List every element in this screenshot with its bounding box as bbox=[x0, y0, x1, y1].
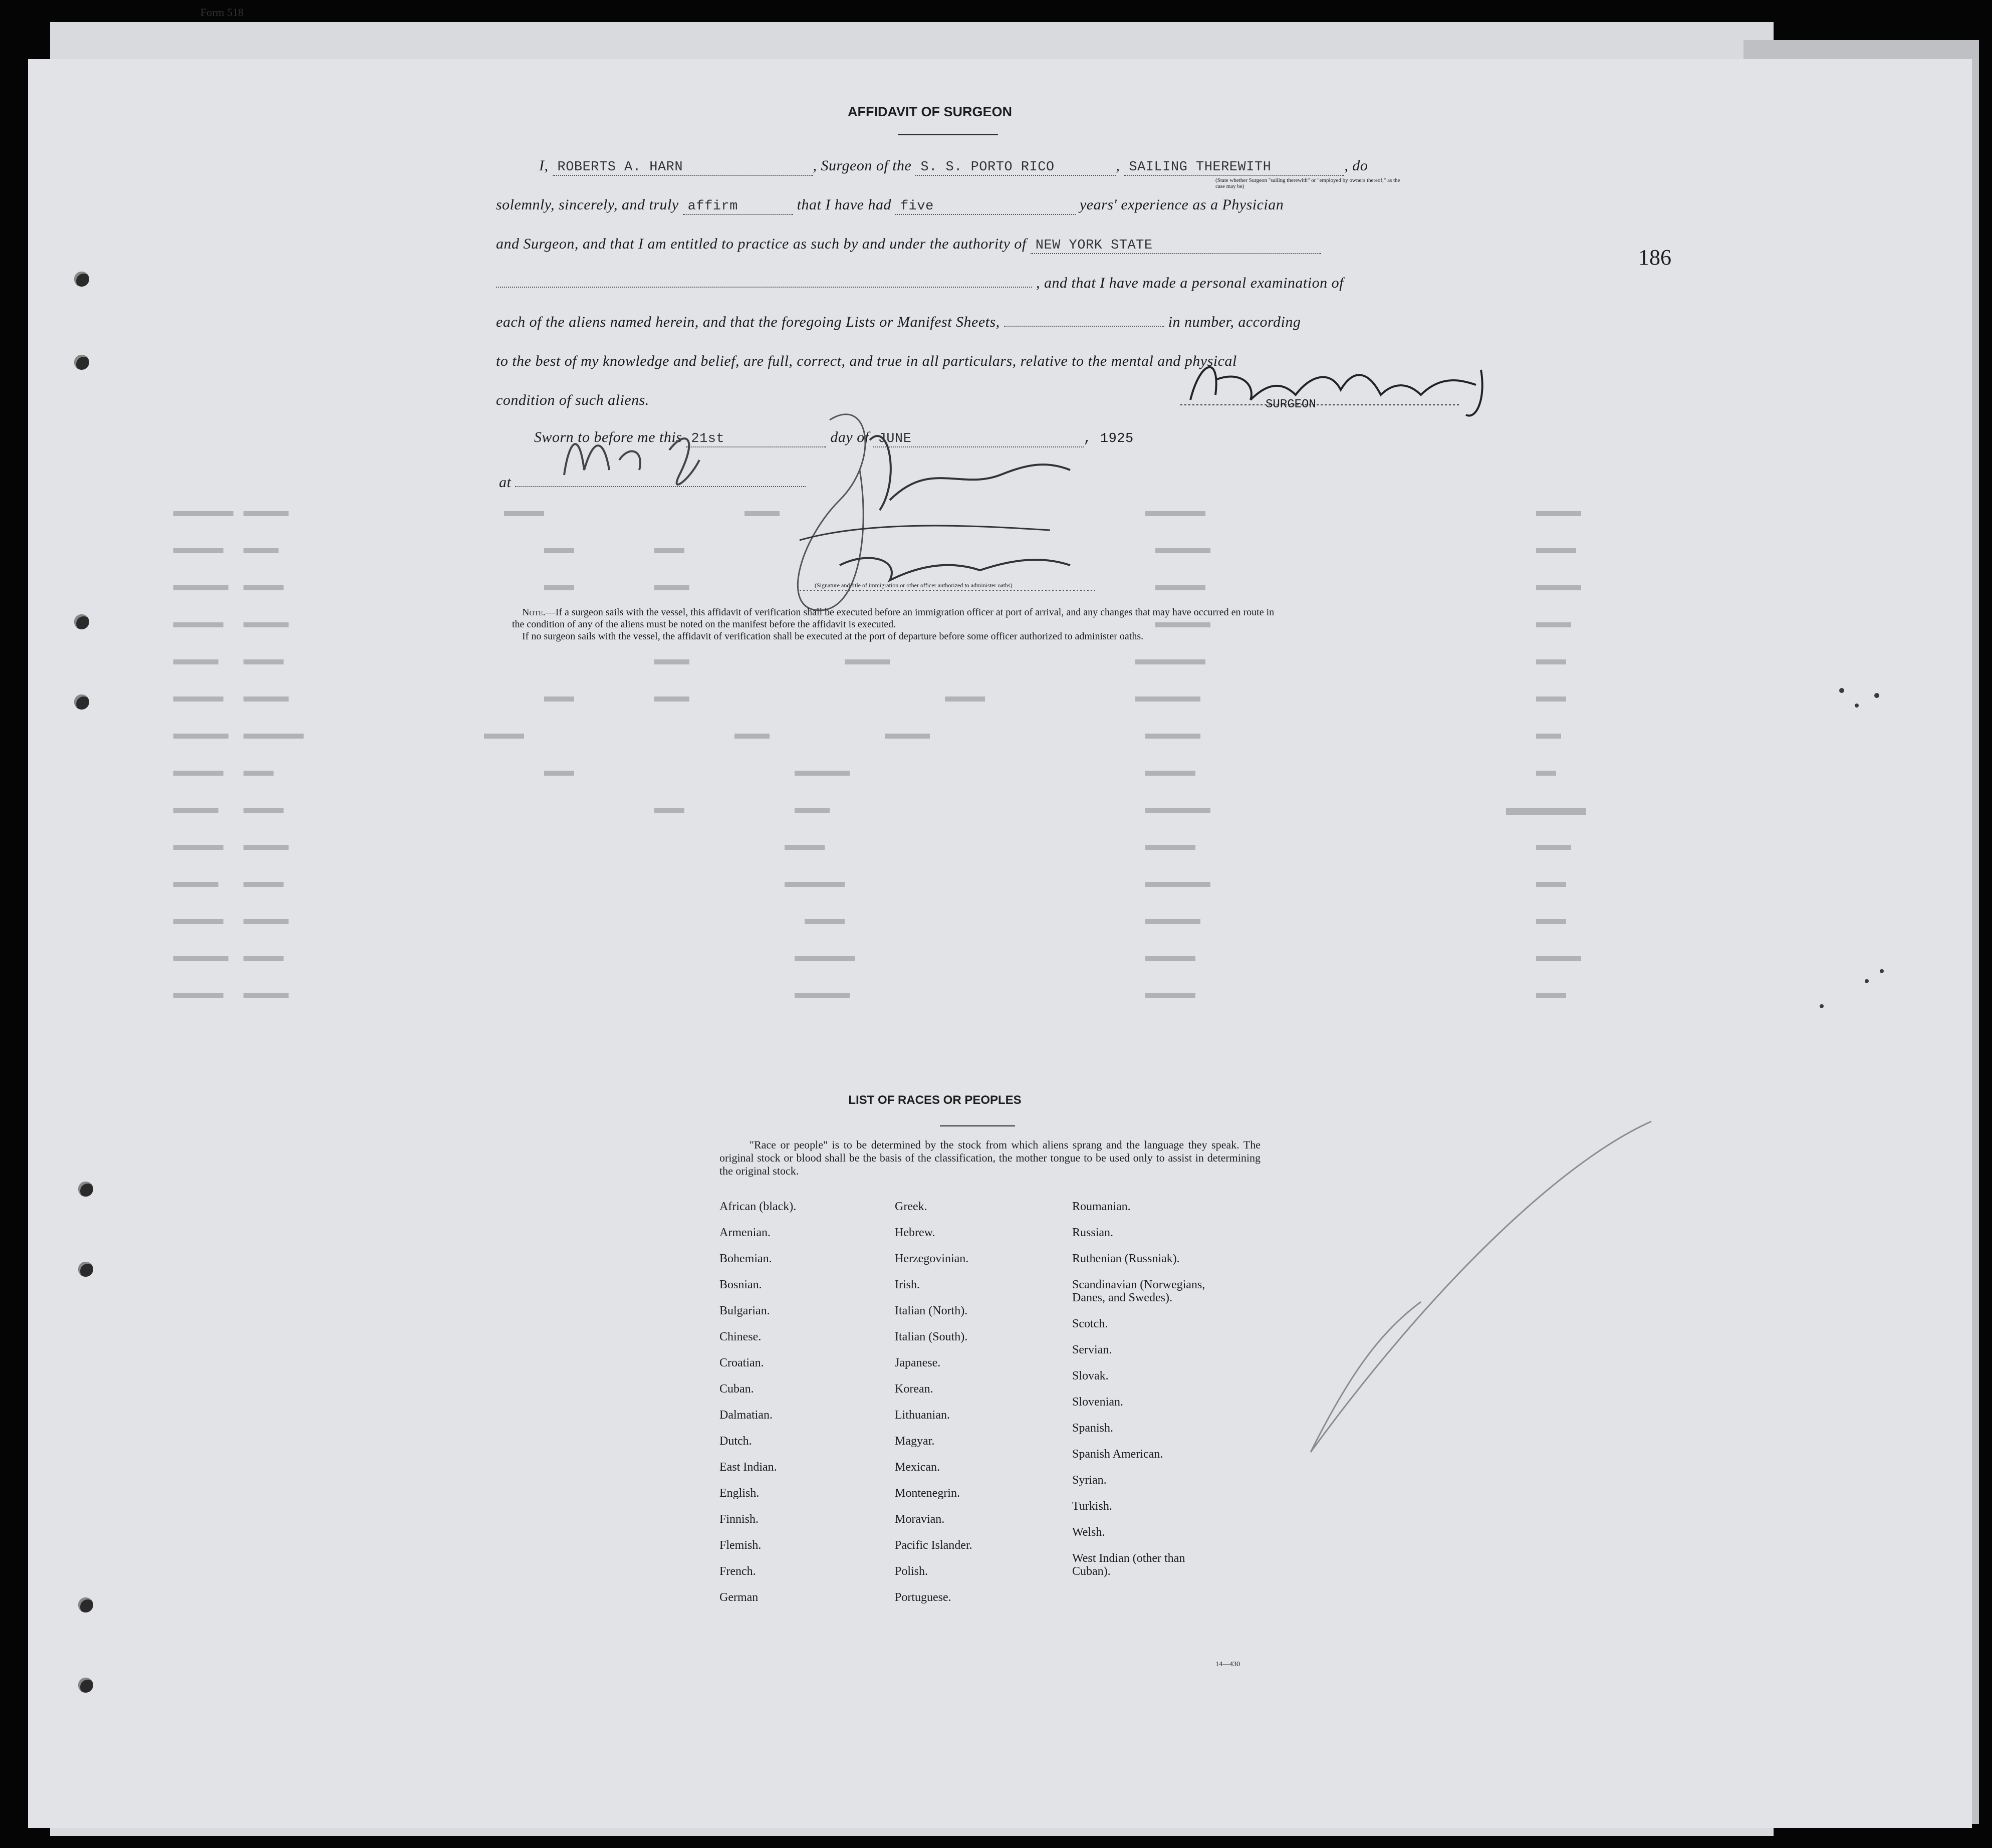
affidavit-line-1: I, ROBERTS A. HARN , Surgeon of the S. S. PORTO RICO , SAILING THEREWITH , do bbox=[539, 157, 1368, 175]
text: at bbox=[499, 474, 512, 491]
punch-hole bbox=[74, 614, 89, 629]
officer-caption: (Signature and title of immigration or other officer authorized to administer oaths) bbox=[815, 582, 1013, 589]
affidavit-line-4 bbox=[496, 275, 1344, 292]
punch-hole bbox=[74, 355, 89, 370]
text: years' experience as a Physician bbox=[1079, 196, 1284, 213]
races-title: LIST OF RACES OR PEOPLES bbox=[848, 1093, 1022, 1107]
affidavit-title: AFFIDAVIT OF SURGEON bbox=[848, 104, 1012, 119]
race-item: West Indian (other than Cuban). bbox=[1072, 1552, 1185, 1578]
race-item: Welsh. bbox=[1072, 1526, 1105, 1539]
note-line-2: the condition of any of the aliens must be noted on the manifest before the affidavit is executed. bbox=[512, 619, 896, 630]
sworn-year: , 1925 bbox=[1083, 431, 1134, 446]
sworn-day-field: 21st bbox=[686, 431, 826, 447]
races-column-2 bbox=[895, 1194, 972, 1610]
races-column-1 bbox=[719, 1194, 796, 1610]
surgeon-status-field: SAILING THEREWITH bbox=[1124, 160, 1344, 176]
race-item: Flemish. bbox=[719, 1539, 762, 1552]
affidavit-line-3 bbox=[496, 236, 1321, 254]
surgeon-label: SURGEON bbox=[1266, 398, 1316, 411]
races-intro: "Race or people" is to be determined by the stock from which aliens sprang and the language they speak. The original stock or blood shall be the basis of the classification, the mother tongue to be used only to assist in determining the original stock. bbox=[719, 1138, 1261, 1177]
ship-name-field: S. S. PORTO RICO bbox=[915, 160, 1116, 176]
race-item: English. bbox=[719, 1487, 760, 1500]
note-label: Note. bbox=[522, 607, 546, 618]
page-number: 186 bbox=[1638, 245, 1671, 270]
affidavit-line-2 bbox=[496, 196, 1284, 215]
race-item: Finnish. bbox=[719, 1513, 759, 1526]
text: that I have had bbox=[797, 196, 891, 213]
pencil-mark bbox=[1281, 1111, 1661, 1472]
race-item: Dalmatian. bbox=[719, 1409, 773, 1422]
race-item: Magyar. bbox=[895, 1435, 935, 1448]
race-item: Irish. bbox=[895, 1278, 920, 1291]
race-item: Korean. bbox=[895, 1382, 933, 1396]
race-item: Scotch. bbox=[1072, 1317, 1108, 1330]
race-item: Croatian. bbox=[719, 1356, 764, 1369]
race-item: Ruthenian (Russniak). bbox=[1072, 1252, 1180, 1265]
years-field: five bbox=[895, 199, 1076, 215]
race-item: French. bbox=[719, 1565, 756, 1578]
race-item: Servian. bbox=[1072, 1343, 1112, 1356]
text: , and that I have made a personal examination of bbox=[1036, 275, 1344, 291]
race-item: Scandinavian (Norwegians, Danes, and Swedes). bbox=[1072, 1278, 1205, 1304]
race-item: Portuguese. bbox=[895, 1591, 951, 1604]
affidavit-line-5 bbox=[496, 314, 1301, 331]
race-item: Bulgarian. bbox=[719, 1304, 770, 1317]
text: each of the aliens named herein, and that the foregoing Lists or Manifest Sheets, bbox=[496, 314, 1000, 330]
punch-hole bbox=[78, 1597, 93, 1612]
text: and Surgeon, and that I am entitled to practice as such by and under the authority of bbox=[496, 236, 1027, 252]
affidavit-line-7: condition of such aliens. bbox=[496, 392, 649, 408]
text: —If a surgeon sails with the vessel, this affidavit of verification shall be executed before an immigration officer at port of arrival, and any changes that may have occurred en route in bbox=[545, 607, 1275, 618]
surgeon-name-field: ROBERTS A. HARN bbox=[553, 160, 813, 176]
race-item: Roumanian. bbox=[1072, 1200, 1131, 1213]
race-item: Lithuanian. bbox=[895, 1409, 950, 1422]
race-item: Spanish American. bbox=[1072, 1448, 1163, 1461]
race-item: Bohemian. bbox=[719, 1252, 772, 1265]
affidavit-line-6: to the best of my knowledge and belief, are full, correct, and true in all particulars, relative to the mental and physical bbox=[496, 353, 1237, 369]
race-item: African (black). bbox=[719, 1200, 797, 1213]
text: , do bbox=[1344, 157, 1368, 174]
text: day of bbox=[830, 429, 869, 445]
race-item: Italian (South). bbox=[895, 1330, 968, 1343]
race-item: East Indian. bbox=[719, 1461, 777, 1474]
race-item: Spanish. bbox=[1072, 1422, 1114, 1435]
race-item: Herzegovinian. bbox=[895, 1252, 969, 1265]
race-item: Slovak. bbox=[1072, 1369, 1109, 1382]
race-item: Dutch. bbox=[719, 1435, 752, 1448]
surgeon-signature bbox=[1180, 340, 1491, 420]
punch-hole bbox=[78, 1678, 93, 1693]
status-instruction: (State whether Surgeon "sailing therewith" or "employed by owners thereof," as the case may be) bbox=[1215, 177, 1400, 189]
bleed-through-area bbox=[143, 500, 1897, 1041]
sworn-month-field: JUNE bbox=[873, 431, 1084, 447]
race-item: Slovenian. bbox=[1072, 1396, 1123, 1409]
race-item: Polish. bbox=[895, 1565, 928, 1578]
affirm-field: affirm bbox=[683, 199, 793, 215]
race-item: Hebrew. bbox=[895, 1226, 935, 1239]
text: , Surgeon of the bbox=[813, 157, 912, 174]
race-item: Japanese. bbox=[895, 1356, 941, 1369]
punch-hole bbox=[78, 1262, 93, 1277]
race-item: Italian (North). bbox=[895, 1304, 968, 1317]
authority-continued-field bbox=[496, 287, 1032, 288]
race-item: Turkish. bbox=[1072, 1500, 1112, 1513]
races-column-3 bbox=[1072, 1194, 1217, 1584]
punch-hole bbox=[74, 272, 89, 287]
punch-hole bbox=[78, 1182, 93, 1197]
race-item: Montenegrin. bbox=[895, 1487, 960, 1500]
race-item: Mexican. bbox=[895, 1461, 940, 1474]
text: in number, according bbox=[1168, 314, 1301, 330]
text: If no surgeon sails with the vessel, the affidavit of verification shall be executed at the port of departure before some officer authorized to administer oaths. bbox=[522, 631, 1144, 642]
race-item: Armenian. bbox=[719, 1226, 771, 1239]
race-item: Syrian. bbox=[1072, 1474, 1107, 1487]
text: Sworn to before me this bbox=[534, 429, 682, 445]
authority-field: NEW YORK STATE bbox=[1031, 238, 1321, 254]
bleed-through-marks bbox=[143, 500, 1897, 1041]
sheets-count-field bbox=[1004, 326, 1164, 327]
race-item: Chinese. bbox=[719, 1330, 762, 1343]
text: solemnly, sincerely, and truly bbox=[496, 196, 679, 213]
race-item: Moravian. bbox=[895, 1513, 945, 1526]
text: I, bbox=[539, 157, 549, 174]
races-title-underline bbox=[940, 1125, 1015, 1126]
document-page bbox=[28, 59, 1972, 1828]
race-item: Pacific Islander. bbox=[895, 1539, 972, 1552]
race-item: Greek. bbox=[895, 1200, 927, 1213]
race-item: German bbox=[719, 1591, 759, 1604]
race-item: Russian. bbox=[1072, 1226, 1114, 1239]
title-underline bbox=[898, 134, 998, 135]
race-item: Bosnian. bbox=[719, 1278, 762, 1291]
form-number: Form 518 bbox=[200, 6, 244, 19]
race-item: Cuban. bbox=[719, 1382, 754, 1396]
form-code: 14—430 bbox=[1215, 1661, 1240, 1668]
punch-hole bbox=[74, 695, 89, 710]
